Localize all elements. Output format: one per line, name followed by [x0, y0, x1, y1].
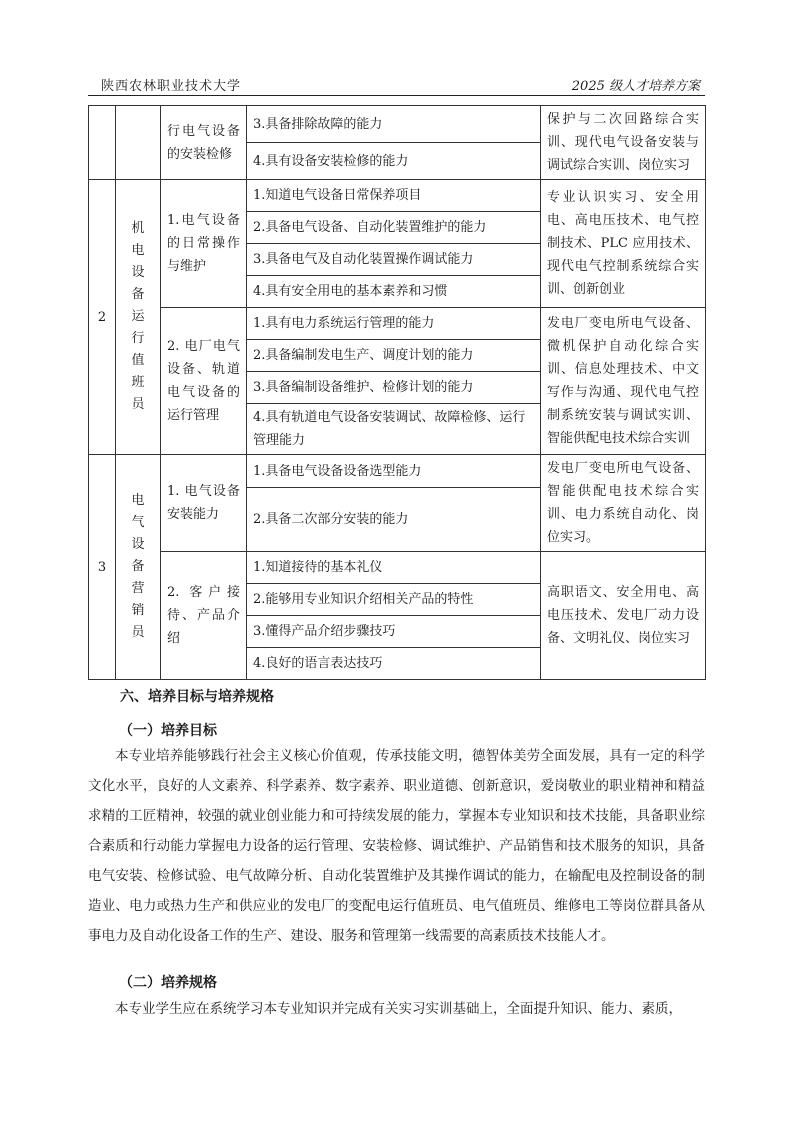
header-divider: [88, 95, 705, 96]
table-row: [89, 308, 706, 340]
table-row: [89, 552, 706, 584]
header-school-name: 陕西农林职业技术大学: [101, 79, 242, 94]
ability-cell: 3.具备电气及自动化装置操作调试能力: [247, 244, 541, 276]
ability-cell: 1.知道电气设备日常保养项目: [247, 180, 541, 212]
paragraph-specs: 本专业学生应在系统学习本专业知识并完成有关实习实训基础上，全面提升知识、能力、素质，: [115, 1001, 682, 1017]
ability-cell: 4.具有安全用电的基本素养和习惯: [247, 276, 541, 308]
course-cell: 发电厂变电所电气设备、智能供配电技术综合实训、电力系统自动化、岗位实习。: [541, 455, 706, 552]
table-row: [89, 106, 706, 143]
post-cell: [116, 106, 161, 180]
course-cell: 发电厂变电所电气设备、微机保护自动化综合实训、信息处理技术、中文写作与沟通、现代电气控制系统安装与调试实训、智能供配电技术综合实训: [541, 308, 706, 455]
table-row: [89, 455, 706, 488]
ability-cell: 2.具备电气设备、自动化装置维护的能力: [247, 212, 541, 244]
ability-cell: 3.具备排除故障的能力: [247, 106, 541, 143]
post-cell: [116, 180, 161, 455]
ability-cell: 4.具有轨道电气设备安装调试、故障检修、运行管理能力: [247, 404, 541, 455]
header-doc-title: 2025 级人才培养方案: [571, 79, 700, 94]
task-cell: 1.电气设备的日常操作与维护: [161, 180, 247, 308]
num-cell: [89, 106, 116, 180]
subsection-heading-goals: （一）培养目标: [119, 723, 217, 739]
task-cell: 2. 客户接待、产品介绍: [161, 552, 247, 680]
post-label: 电气设备营销员: [131, 493, 145, 640]
ability-cell: 2.具备编制发电生产、调度计划的能力: [247, 340, 541, 372]
ability-cell: 3.具备编制设备维护、检修计划的能力: [247, 372, 541, 404]
table-row: [89, 180, 706, 212]
section-heading: 六、培养目标与培养规格: [120, 689, 274, 705]
task-cell: 2. 电厂电气设备、轨道电气设备的运行管理: [161, 308, 247, 455]
ability-cell: 1.具有电力系统运行管理的能力: [247, 308, 541, 340]
ability-cell: 1.具备电气设备设备选型能力: [247, 455, 541, 488]
course-cell: 高职语文、安全用电、高电压技术、发电厂动力设备、文明礼仪、岗位实习: [541, 552, 706, 680]
ability-cell: 2.具备二次部分安装的能力: [247, 488, 541, 552]
training-table: [88, 105, 706, 680]
ability-cell: 4.具有设备安装检修的能力: [247, 143, 541, 180]
course-cell: 专业认识实习、安全用电、高电压技术、电气控制技术、PLC 应用技术、现代电气控制系统综合实训、创新创业: [541, 180, 706, 308]
task-cell: 1. 电气设备安装能力: [161, 455, 247, 552]
num-cell: 2: [89, 180, 116, 455]
ability-cell: 2.能够用专业知识介绍相关产品的特性: [247, 584, 541, 616]
subsection-heading-specs: （二）培养规格: [119, 975, 217, 991]
paragraph-goals: 本专业培养能够践行社会主义核心价值观，传承技能文明，德智体美劳全面发展，具有一定的科学文化水平，良好的人文素养、科学素养、数字素养、职业道德、创新意识，爱岗敬业的职业精神和精益求精的工匠精神，较强的就业创业能力和可持续发展的能力，掌握本专业知识和技术技能，具备职业综合素质和行动能力掌握电力设备的运行管理、安装检修、调试维护、产品销售和技术服务的知识，具备电气安装、检修试验、电气故障分析、自动化装置维护及其操作调试的能力，在输配电及控制设备的制造业、电力或热力生产和供应业的发电厂的变配电运行值班员、电气值班员、维修电工等岗位群具备从事电力及自动化设备工作的生产、建设、服务和管理第一线需要的高素质技术技能人才。: [88, 748, 705, 944]
task-cell: 行电气设备的安装检修: [161, 106, 247, 180]
ability-cell: 3.懂得产品介绍步骤技巧: [247, 616, 541, 648]
post-label: 机电设备运行值班员: [131, 221, 145, 412]
course-cell: 保护与二次回路综合实训、现代电气设备安装与调试综合实训、岗位实习: [541, 106, 706, 180]
num-cell: 3: [89, 455, 116, 680]
ability-cell: 4.良好的语言表达技巧: [247, 648, 541, 680]
post-cell: [116, 455, 161, 680]
ability-cell: 1.知道接待的基本礼仪: [247, 552, 541, 584]
